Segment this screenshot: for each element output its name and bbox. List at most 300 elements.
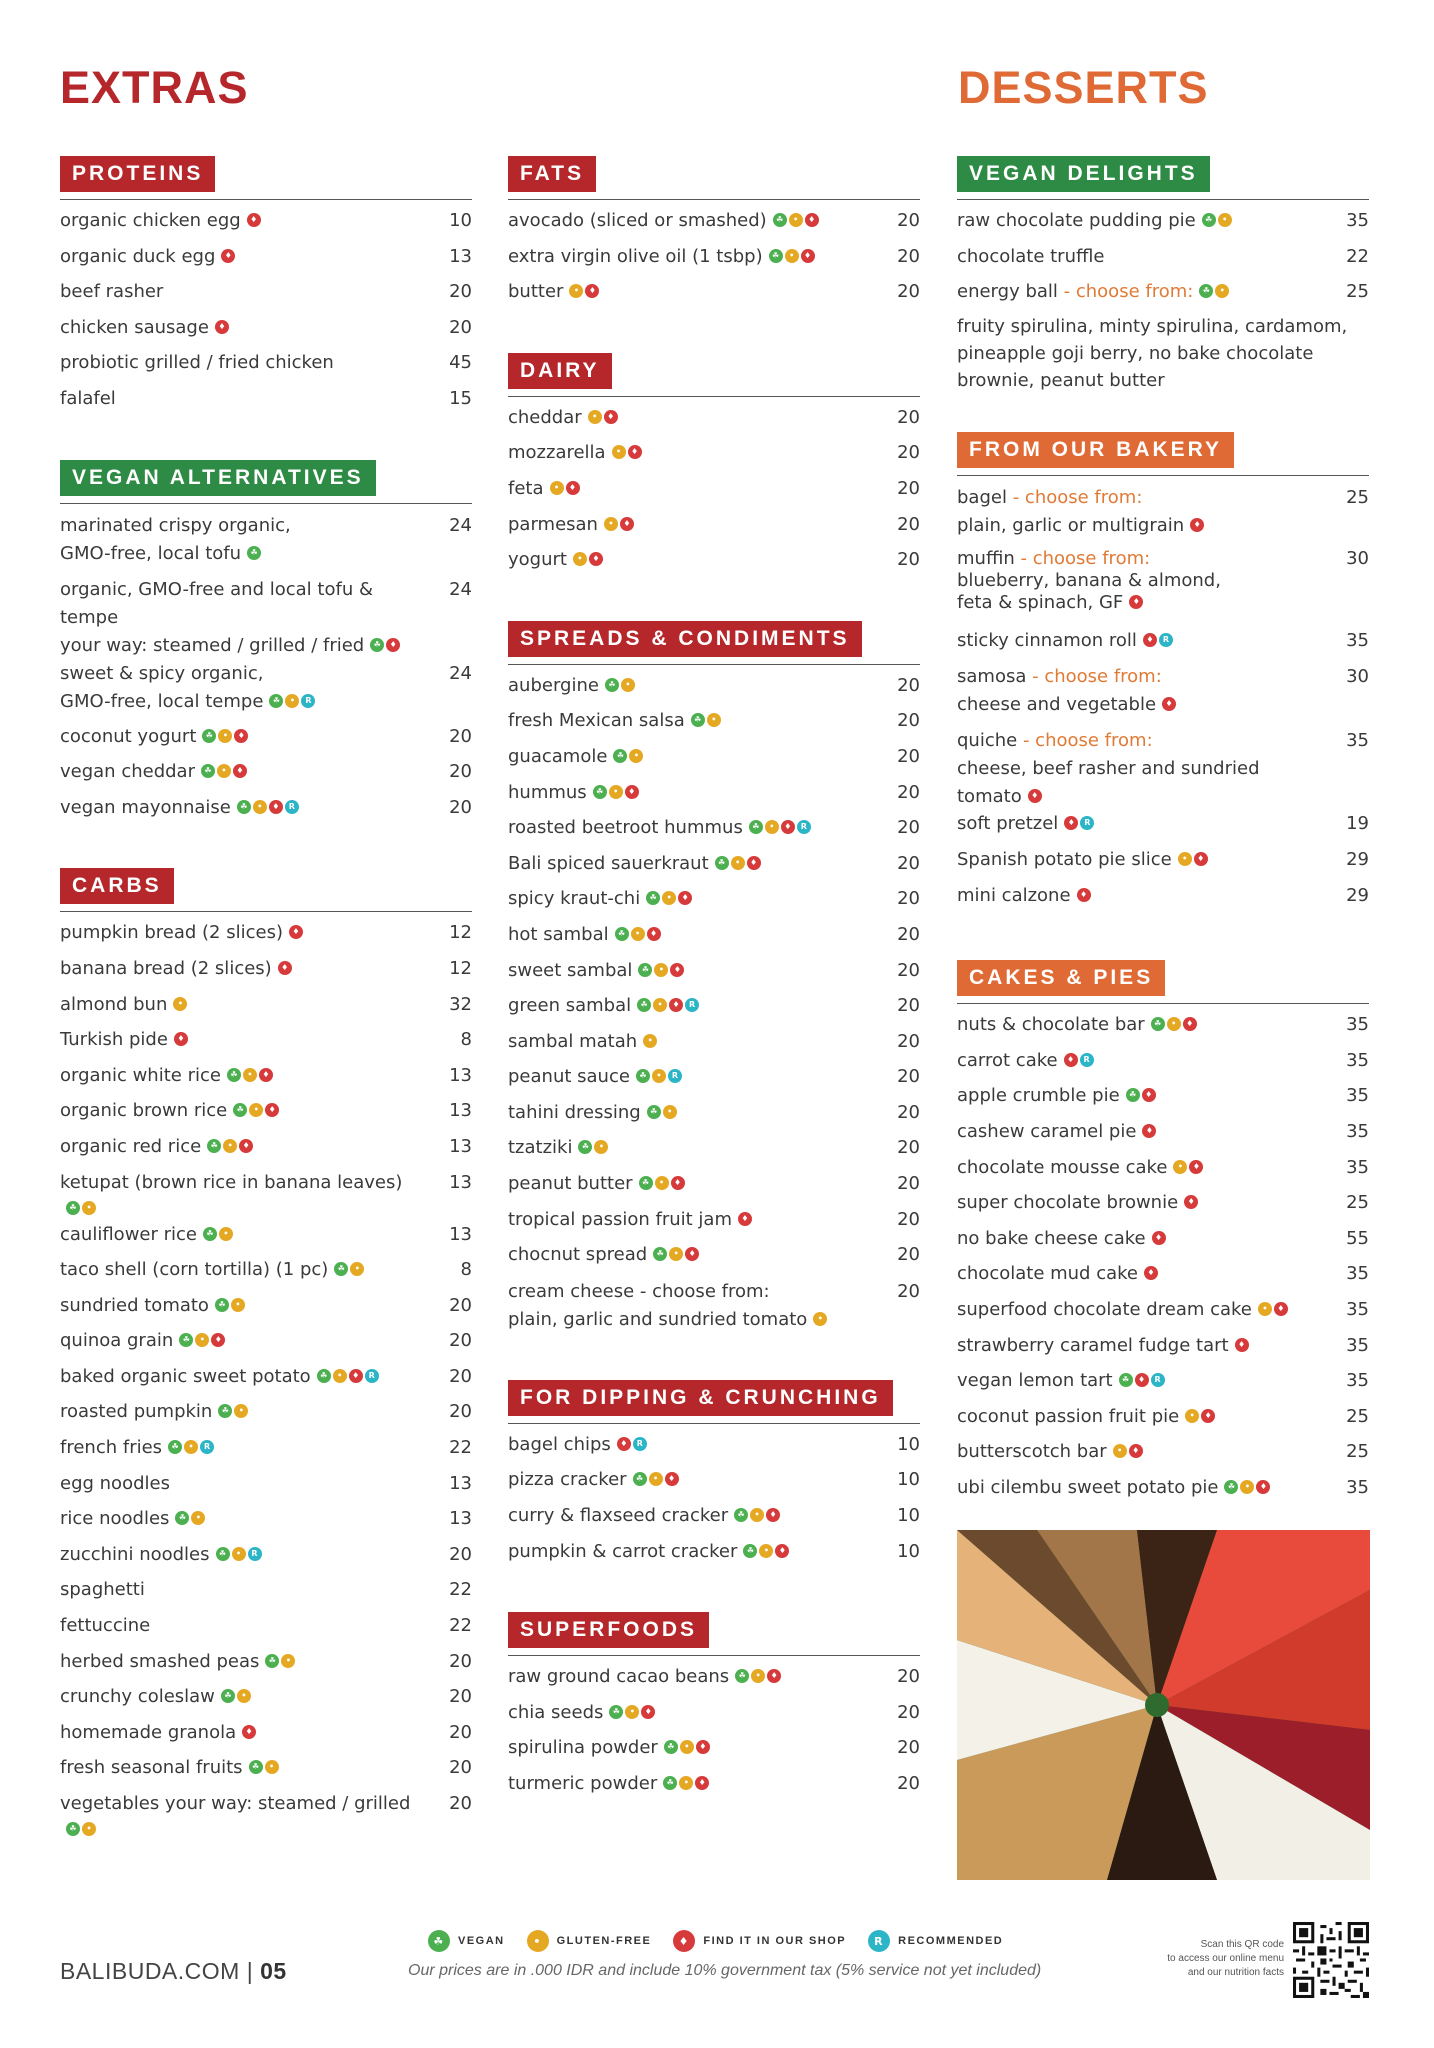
shop-icon: ♦: [738, 1212, 752, 1226]
recommended-icon: R: [1159, 633, 1173, 647]
gluten-free-icon: •: [643, 1034, 657, 1048]
item-name: [957, 847, 1329, 873]
shop-icon: ♦: [1028, 789, 1042, 803]
item-price: 10: [897, 1505, 920, 1527]
menu-item: [508, 1100, 920, 1136]
qr-code[interactable]: [1293, 1922, 1369, 1998]
site-link[interactable]: BALIBUDA.COM: [60, 1958, 240, 1984]
item-name: [508, 1242, 880, 1268]
menu-item: [508, 1207, 920, 1243]
gluten-free-icon: •: [604, 517, 618, 531]
menu-item: [508, 993, 920, 1029]
item-name-text: rice noodles: [60, 1508, 170, 1530]
item-name-text: vegan mayonnaise: [60, 796, 231, 818]
shop-icon: ♦: [566, 481, 580, 495]
diet-icons: [769, 249, 815, 263]
item-name-text: cream cheese - choose from:: [508, 1280, 770, 1302]
item-name: [60, 1063, 432, 1089]
item-price: 20: [897, 406, 920, 428]
vegan-icon: ☘: [227, 1068, 241, 1082]
item-price: 24: [449, 514, 472, 536]
menu-section: [508, 353, 920, 583]
item-price: 35: [1346, 1334, 1369, 1356]
gluten-free-icon: •: [789, 213, 803, 227]
gluten-free-icon: •: [265, 1760, 279, 1774]
footer-site: BALIBUDA.COM | 05: [60, 1958, 287, 1984]
item-name-text: aubergine: [508, 674, 599, 696]
diet-icons: [317, 1369, 379, 1383]
vegan-icon: ☘: [66, 1201, 80, 1215]
item-name: [60, 350, 432, 376]
shop-icon: ♦: [1144, 1266, 1158, 1280]
menu-item: [957, 847, 1369, 883]
item-price: 12: [449, 922, 472, 944]
gluten-free-icon: •: [652, 1069, 666, 1083]
vegan-icon: ☘: [1224, 1480, 1238, 1494]
item-price: 35: [1346, 1085, 1369, 1107]
item-name-text: superfood chocolate dream cake: [957, 1298, 1252, 1320]
menu-item: [60, 1506, 472, 1542]
item-name-text: roasted pumpkin: [60, 1401, 213, 1423]
item-name: [508, 708, 880, 734]
item-price: 22: [449, 1579, 472, 1601]
vegan-icon: ☘: [646, 891, 660, 905]
vegan-icon: ☘: [578, 1140, 592, 1154]
section-title: VEGAN DELIGHTS: [957, 156, 1210, 192]
gluten-free-icon: •: [218, 729, 232, 743]
item-name-text: peanut butter: [508, 1173, 633, 1195]
item-price: 55: [1346, 1227, 1369, 1249]
item-price: 20: [897, 442, 920, 464]
item-name: [957, 1155, 1329, 1181]
vegan-icon: ☘: [735, 1669, 749, 1683]
recommended-icon: R: [200, 1440, 214, 1454]
item-price: 35: [1346, 629, 1369, 651]
recommended-icon: R: [1151, 1373, 1165, 1387]
section-header: [508, 1612, 920, 1656]
menu-item: [508, 1771, 920, 1807]
item-name-text: chicken sausage: [60, 316, 209, 338]
item-name: [60, 1755, 432, 1781]
vegan-icon: ☘: [593, 785, 607, 799]
diet-icons: [334, 1262, 364, 1276]
diet-icons: [653, 1247, 699, 1261]
desserts-column: [957, 156, 1369, 1548]
shop-icon: ♦: [1274, 1302, 1288, 1316]
item-name: [60, 724, 432, 750]
diet-icons: [691, 713, 721, 727]
diet-icons: [66, 1822, 96, 1836]
shop-icon: ♦: [678, 891, 692, 905]
vegan-icon: ☘: [639, 1176, 653, 1190]
diet-icons: [265, 1654, 295, 1668]
section-header: [957, 156, 1369, 200]
gluten-free-icon: •: [249, 1103, 263, 1117]
diet-icons: [203, 1227, 233, 1241]
menu-item: [508, 512, 920, 548]
item-price: 20: [897, 1030, 920, 1052]
menu-item: [60, 1399, 472, 1435]
item-price: 20: [449, 1721, 472, 1743]
section-title: FATS: [508, 156, 596, 192]
item-name: [60, 1435, 432, 1461]
diet-icons: [1064, 816, 1094, 830]
item-name: [508, 1503, 880, 1529]
item-name-text: taco shell (corn tortilla) (1 pc): [60, 1259, 329, 1281]
page-number: 05: [260, 1958, 287, 1984]
item-name-text: tzatziki: [508, 1137, 573, 1159]
gluten-free-icon: •: [649, 1472, 663, 1486]
item-name-text: sweet & spicy organic,: [60, 662, 264, 684]
item-name: [508, 851, 880, 877]
item-name-text: cauliflower rice: [60, 1223, 197, 1245]
item-name-text: samosa: [957, 666, 1027, 688]
shop-icon: ♦: [670, 963, 684, 977]
menu-item: [60, 1098, 472, 1134]
shop-icon: ♦: [585, 284, 599, 298]
menu-item: [60, 1720, 472, 1756]
item-name: [957, 208, 1329, 234]
menu-item: [60, 244, 472, 280]
gluten-free-icon: •: [662, 891, 676, 905]
item-name: [957, 727, 1329, 811]
recommended-icon: R: [668, 1069, 682, 1083]
diet-icons: [605, 678, 635, 692]
shop-icon: ♦: [604, 410, 618, 424]
choose-from-label: - choose from:: [1012, 486, 1143, 508]
shop-icon: ♦: [349, 1369, 363, 1383]
item-name: [957, 628, 1329, 654]
diet-icons: [1152, 1231, 1166, 1245]
shop-icon: ♦: [1235, 1338, 1249, 1352]
qr-note-line-1: Scan this QR code: [1200, 1939, 1284, 1950]
item-name: [60, 208, 432, 234]
diet-icons: [646, 891, 692, 905]
item-price: 13: [449, 1472, 472, 1494]
diet-icons: [370, 638, 400, 652]
item-price: 8: [460, 1259, 472, 1281]
section-title: PROTEINS: [60, 156, 215, 192]
shop-icon: ♦: [174, 1032, 188, 1046]
shop-icon: ♦: [269, 800, 283, 814]
menu-item: [60, 992, 472, 1028]
section-header: [957, 960, 1369, 1004]
gluten-free-icon: •: [679, 1776, 693, 1790]
menu-item: [60, 1649, 472, 1685]
diet-icons: [569, 284, 599, 298]
choose-from-label: - choose from:: [1032, 666, 1162, 688]
gluten-free-icon: •: [184, 1440, 198, 1454]
diet-icons: [179, 1333, 225, 1347]
item-name: [957, 1261, 1329, 1287]
qr-note-line-3: and our nutrition facts: [1187, 1967, 1284, 1978]
item-name-text: organic chicken egg: [60, 210, 241, 231]
gluten-free-icon: •: [550, 481, 564, 495]
item-name-text: pumpkin & carrot cracker: [508, 1540, 738, 1562]
item-price: 24: [449, 662, 472, 684]
shop-icon: ♦: [1142, 1088, 1156, 1102]
item-price: 35: [1346, 1049, 1369, 1071]
gluten-free-icon: •: [1167, 1017, 1181, 1031]
item-name-text: cheddar: [508, 406, 582, 428]
item-price: 20: [897, 674, 920, 696]
shop-icon: ♦: [1201, 1409, 1215, 1423]
vegan-icon: ☘: [265, 1654, 279, 1668]
diet-icons: [221, 1689, 251, 1703]
gluten-free-icon: •: [750, 1508, 764, 1522]
menu-item: [508, 440, 920, 476]
item-name: [508, 958, 880, 984]
item-name-text: soft pretzel: [957, 813, 1059, 835]
item-price: 20: [449, 725, 472, 747]
item-name: [60, 660, 432, 716]
diet-icons: [1028, 789, 1042, 803]
recommended-icon: R: [248, 1547, 262, 1561]
item-price: 30: [1346, 666, 1369, 688]
diet-icons: [663, 1776, 709, 1790]
item-subtext: plain, garlic or multigrain: [957, 514, 1185, 536]
shop-icon: ♦: [1135, 1373, 1149, 1387]
diet-icons: [633, 1472, 679, 1486]
item-name-text: raw ground cacao beans: [508, 1666, 730, 1688]
shop-icon: ♦: [696, 1740, 710, 1754]
item-price: 20: [897, 995, 920, 1017]
item-name: [60, 1684, 432, 1710]
diet-icons: [269, 694, 315, 708]
vegan-icon: ☘: [207, 1139, 221, 1153]
item-name-text: vegan lemon tart: [957, 1370, 1113, 1392]
gluten-free-icon: •: [785, 249, 799, 263]
gluten-free-icon: •: [527, 1930, 549, 1952]
item-name: [508, 1664, 880, 1690]
item-price: 20: [449, 281, 472, 303]
item-name-text: chocolate truffle: [957, 245, 1105, 267]
shop-icon: ♦: [628, 445, 642, 459]
diet-icons: [247, 546, 261, 560]
gluten-free-icon: •: [707, 713, 721, 727]
item-name: [957, 663, 1329, 719]
gluten-free-icon: •: [588, 410, 602, 424]
item-name: [957, 1475, 1329, 1501]
menu-item: [957, 883, 1369, 919]
item-name-text: yogurt: [508, 549, 567, 571]
gluten-free-icon: •: [237, 1689, 251, 1703]
item-name: [508, 440, 880, 466]
menu-item: [60, 1471, 472, 1507]
item-name: [508, 547, 880, 573]
vegan-icon: ☘: [168, 1440, 182, 1454]
menu-item: [957, 628, 1369, 664]
gluten-free-icon: •: [191, 1511, 205, 1525]
diet-icons: [175, 1511, 205, 1525]
menu-item: [957, 1475, 1369, 1511]
gluten-free-icon: •: [173, 997, 187, 1011]
item-name: [60, 1098, 432, 1124]
diet-icons: [1173, 1160, 1203, 1174]
diet-icons: [1064, 1053, 1094, 1067]
item-name-text: avocado (sliced or smashed): [508, 210, 767, 231]
vegan-icon: ☘: [715, 856, 729, 870]
diet-icons: [738, 1212, 752, 1226]
menu-item: [508, 1664, 920, 1700]
legend-label: FIND IT IN OUR SHOP: [703, 1935, 847, 1947]
menu-item: [508, 1171, 920, 1207]
gluten-free-icon: •: [813, 1312, 827, 1326]
item-name: [508, 1432, 880, 1458]
diet-icons: [1143, 633, 1173, 647]
item-name: [957, 1226, 1329, 1252]
shop-icon: ♦: [259, 1068, 273, 1082]
item-price: 32: [449, 993, 472, 1015]
item-name-text: organic brown rice: [60, 1100, 228, 1122]
item-price: 20: [897, 959, 920, 981]
shop-icon: ♦: [685, 1247, 699, 1261]
item-name: [957, 1333, 1329, 1359]
item-price: 13: [449, 1223, 472, 1245]
item-subtext: your way: steamed / grilled / fried: [60, 634, 365, 656]
shop-icon: ♦: [1064, 1053, 1078, 1067]
menu-item: [60, 920, 472, 956]
diet-icons: [664, 1740, 710, 1754]
diet-icons: [216, 1547, 262, 1561]
recommended-icon: R: [633, 1437, 647, 1451]
item-name-text: spaghetti: [60, 1579, 145, 1601]
item-name: [508, 1064, 880, 1090]
gluten-free-icon: •: [609, 785, 623, 799]
diet-icons: [773, 213, 819, 227]
menu-item: [957, 811, 1369, 847]
item-name-text: chocolate mud cake: [957, 1263, 1138, 1285]
vegan-icon: ☘: [734, 1508, 748, 1522]
shop-icon: ♦: [211, 1333, 225, 1347]
diet-icons: [233, 1103, 279, 1117]
item-price: 20: [897, 817, 920, 839]
gluten-free-icon: •: [232, 1547, 246, 1561]
menu-item: [957, 1155, 1369, 1191]
menu-item: [957, 1119, 1369, 1155]
section-header: [508, 353, 920, 397]
item-price: 20: [449, 1793, 472, 1814]
section-header: [508, 621, 920, 665]
diet-icons: [207, 1139, 253, 1153]
item-price: 20: [449, 1365, 472, 1387]
item-name-text: sweet sambal: [508, 959, 633, 981]
diet-icons: [1235, 1338, 1249, 1352]
item-name: [60, 1222, 432, 1248]
menu-item: [508, 1503, 920, 1539]
diet-icons: [578, 1140, 608, 1154]
shop-icon: ♦: [1162, 697, 1176, 711]
item-price: 24: [449, 578, 472, 600]
shop-icon: ♦: [767, 1669, 781, 1683]
menu-item: [60, 1542, 472, 1578]
legend-label: VEGAN: [458, 1935, 505, 1947]
diet-icons: [289, 925, 303, 939]
menu-item: [60, 1577, 472, 1613]
diet-icons: [593, 785, 639, 799]
menu-section: [957, 432, 1369, 918]
shop-icon: ♦: [278, 961, 292, 975]
menu-item: [508, 1029, 920, 1065]
gluten-free-icon: •: [1215, 284, 1229, 298]
menu-item: [60, 386, 472, 422]
item-price: 20: [897, 549, 920, 571]
item-name: [957, 548, 1329, 614]
vegan-icon: ☘: [638, 963, 652, 977]
menu-item: [508, 244, 920, 280]
item-price: 20: [897, 745, 920, 767]
menu-item: [60, 1435, 472, 1471]
menu-section: [60, 868, 472, 1843]
shop-icon: ♦: [215, 320, 229, 334]
shop-icon: ♦: [233, 764, 247, 778]
item-name-text: butterscotch bar: [957, 1441, 1107, 1463]
recommended-icon: R: [301, 694, 315, 708]
item-price: 25: [1346, 281, 1369, 303]
legend-item: [527, 1930, 652, 1952]
vegan-icon: ☘: [334, 1262, 348, 1276]
item-name-text: sambal matah: [508, 1030, 638, 1052]
diet-icons: [242, 1725, 256, 1739]
section-header: [60, 868, 472, 912]
item-price: 13: [449, 1100, 472, 1122]
item-name: [957, 1297, 1329, 1323]
item-price: 25: [1346, 1441, 1369, 1463]
menu-item: [957, 1083, 1369, 1119]
choose-from-label: - choose from:: [1022, 730, 1153, 752]
vegan-icon: ☘: [647, 1105, 661, 1119]
gluten-free-icon: •: [243, 1068, 257, 1082]
item-name: [508, 476, 880, 502]
menu-item: [957, 727, 1369, 811]
item-subtext: GMO-free, local tofu: [60, 542, 242, 564]
item-price: 20: [897, 1101, 920, 1123]
item-price: 22: [449, 1437, 472, 1459]
item-name-text: ubi cilembu sweet potato pie: [957, 1476, 1219, 1498]
item-name-text: homemade granola: [60, 1721, 237, 1743]
gluten-free-icon: •: [231, 1298, 245, 1312]
section-title: CARBS: [60, 868, 174, 904]
item-name: [508, 886, 880, 912]
item-price: 35: [1346, 1298, 1369, 1320]
item-name-text: cashew caramel pie: [957, 1120, 1137, 1142]
item-price: 25: [1346, 1192, 1369, 1214]
menu-item: [508, 673, 920, 709]
vegan-icon: ☘: [179, 1333, 193, 1347]
item-name: [508, 1100, 880, 1126]
vegan-icon: ☘: [1151, 1017, 1165, 1031]
shop-icon: ♦: [665, 1472, 679, 1486]
menu-item: [60, 956, 472, 992]
item-name-text: mini calzone: [957, 884, 1071, 906]
recommended-icon: R: [285, 800, 299, 814]
shop-icon: ♦: [801, 249, 815, 263]
shop-icon: ♦: [641, 1705, 655, 1719]
vegan-icon: ☘: [605, 678, 619, 692]
menu-item: [60, 660, 472, 724]
vegan-icon: ☘: [653, 1247, 667, 1261]
item-name-text: fresh seasonal fruits: [60, 1757, 243, 1779]
menu-section: [508, 621, 920, 1342]
item-name-text: carrot cake: [957, 1049, 1058, 1071]
item-name-text: extra virgin olive oil (1 tsbp): [508, 245, 763, 267]
item-price: 13: [449, 1135, 472, 1157]
recommended-icon: R: [797, 820, 811, 834]
diet-icons: [174, 1032, 188, 1046]
item-price: 20: [449, 1401, 472, 1423]
legend-item: [428, 1930, 505, 1952]
item-price: 15: [449, 387, 472, 409]
